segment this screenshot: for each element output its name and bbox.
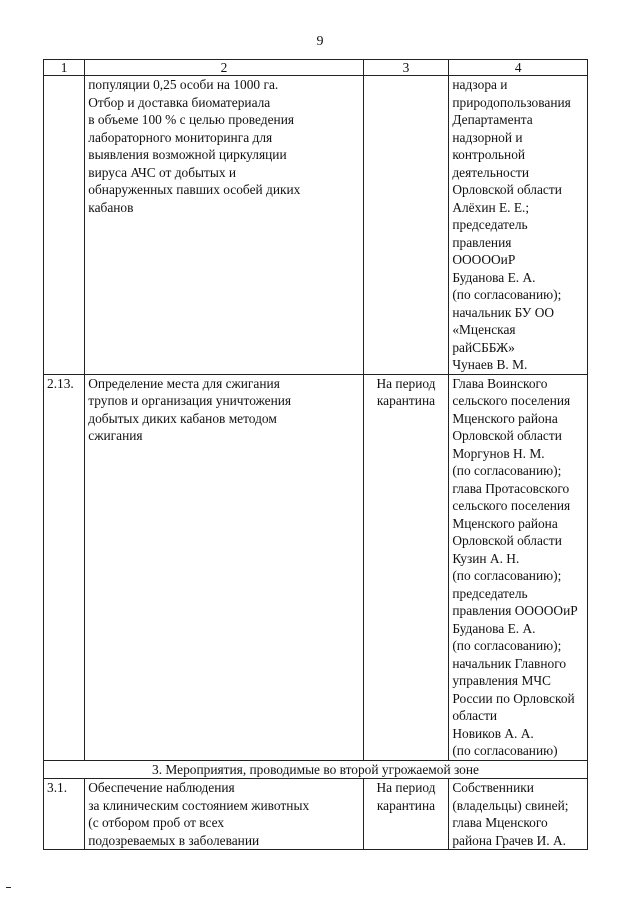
table-row <box>44 76 588 375</box>
text-line: (владельцы) свиней; <box>452 797 569 813</box>
text-line: трупов и организация уничтожения <box>88 393 292 408</box>
text-line: района Грачев И. А. <box>452 832 567 848</box>
text-line: Мценского района <box>452 515 558 531</box>
text-line: (по согласованию) <box>452 743 558 758</box>
measures-table <box>43 59 588 850</box>
text-line: На период <box>376 780 436 795</box>
text-line: Орловской области <box>452 182 562 197</box>
table-header-row <box>44 60 588 76</box>
text-line: области <box>452 708 498 723</box>
column-header-description: 2 <box>85 60 363 76</box>
text-line: правления ОООООиР <box>452 603 578 618</box>
text-line: (по согласованию); <box>452 638 562 653</box>
text-line: сельского поселения <box>452 498 571 513</box>
text-line: «Мценская <box>452 322 516 337</box>
text-line: Департамента <box>452 112 533 127</box>
text-line: лабораторного мониторинга для <box>88 129 273 145</box>
page-number: 9 <box>316 34 324 49</box>
text-line: (с отбором проб от всех <box>88 815 225 830</box>
text-line: популяции 0,25 особи на 1000 га. <box>88 77 279 92</box>
text-line: Буданова Е. А. <box>452 269 536 285</box>
text-line: за клиническим состоянием животных <box>88 797 310 813</box>
text-line: деятельности <box>452 164 529 180</box>
text-line: (по согласованию); <box>452 568 562 583</box>
text-line: Орловской области <box>452 533 562 548</box>
text-line: добытых диких кабанов методом <box>88 410 277 426</box>
text-line: Собственники <box>452 780 534 795</box>
row-number: 3.1. <box>44 779 85 850</box>
row-responsible <box>449 76 588 375</box>
table-row <box>44 779 588 850</box>
text-line: председатель <box>452 585 528 601</box>
text-line: Кузин А. Н. <box>452 550 520 566</box>
text-line: глава Мценского <box>452 815 548 830</box>
row-deadline <box>363 779 449 850</box>
row-deadline <box>363 76 449 375</box>
text-line: природопользования <box>452 94 571 110</box>
row-number: 2.13. <box>44 374 85 760</box>
text-line: Глава Воинского <box>452 375 548 391</box>
text-line: сжигания <box>88 428 143 443</box>
text-line: кабанов <box>88 199 134 215</box>
text-line: выявления возможной циркуляции <box>88 147 287 162</box>
text-line: Чунаев В. М. <box>452 357 528 372</box>
text-line: Буданова Е. А. <box>452 620 536 636</box>
text-line: Мценского района <box>452 410 558 426</box>
text-line: председатель <box>452 217 528 232</box>
text-line: Моргунов Н. М. <box>452 445 545 461</box>
text-line: Обеспечение наблюдения <box>88 780 235 795</box>
text-line: (по согласованию); <box>452 287 562 302</box>
section-heading-row <box>44 760 588 779</box>
row-responsible <box>449 374 588 760</box>
text-line: управления МЧС <box>452 673 551 688</box>
text-line: надзорной и <box>452 129 523 145</box>
text-line: Отбор и доставка биоматериала <box>88 94 271 110</box>
text-line: подозреваемых в заболевании <box>88 832 260 848</box>
text-line: На период <box>376 375 436 391</box>
margin-tick-mark <box>6 887 11 888</box>
text-line: райСББЖ» <box>452 339 515 355</box>
section-title: 3. Мероприятия, проводимые во второй угрожаемой зоне <box>44 760 588 779</box>
row-number <box>44 76 85 375</box>
text-line: карантина <box>376 393 436 408</box>
text-line: Алёхин Е. Е.; <box>452 199 530 215</box>
text-line: начальник Главного <box>452 655 567 671</box>
text-line: Орловской области <box>452 428 562 443</box>
text-line: сельского поселения <box>452 393 571 408</box>
column-header-deadline: 3 <box>363 60 449 76</box>
text-line: в объеме 100 % с целью проведения <box>88 112 295 127</box>
text-line: надзора и <box>452 77 508 92</box>
row-deadline <box>363 374 449 760</box>
column-header-responsible: 4 <box>449 60 588 76</box>
text-line: правления <box>452 234 512 250</box>
text-line: Определение места для сжигания <box>88 375 280 391</box>
row-description <box>85 374 363 760</box>
text-line: Новиков А. А. <box>452 725 534 741</box>
text-line: карантина <box>376 797 436 813</box>
text-line: вируса АЧС от добытых и <box>88 164 237 180</box>
table-row <box>44 374 588 760</box>
row-description <box>85 76 363 375</box>
text-line: глава Протасовского <box>452 480 570 496</box>
text-line: начальник БУ ОО <box>452 304 555 320</box>
text-line: обнаруженных павших особей диких <box>88 182 301 197</box>
text-line: контрольной <box>452 147 526 162</box>
text-line: (по согласованию); <box>452 463 562 478</box>
column-header-number: 1 <box>44 60 85 76</box>
row-description <box>85 779 363 850</box>
text-line: России по Орловской <box>452 690 575 706</box>
row-responsible <box>449 779 588 850</box>
text-line: ОООООиР <box>452 252 516 267</box>
